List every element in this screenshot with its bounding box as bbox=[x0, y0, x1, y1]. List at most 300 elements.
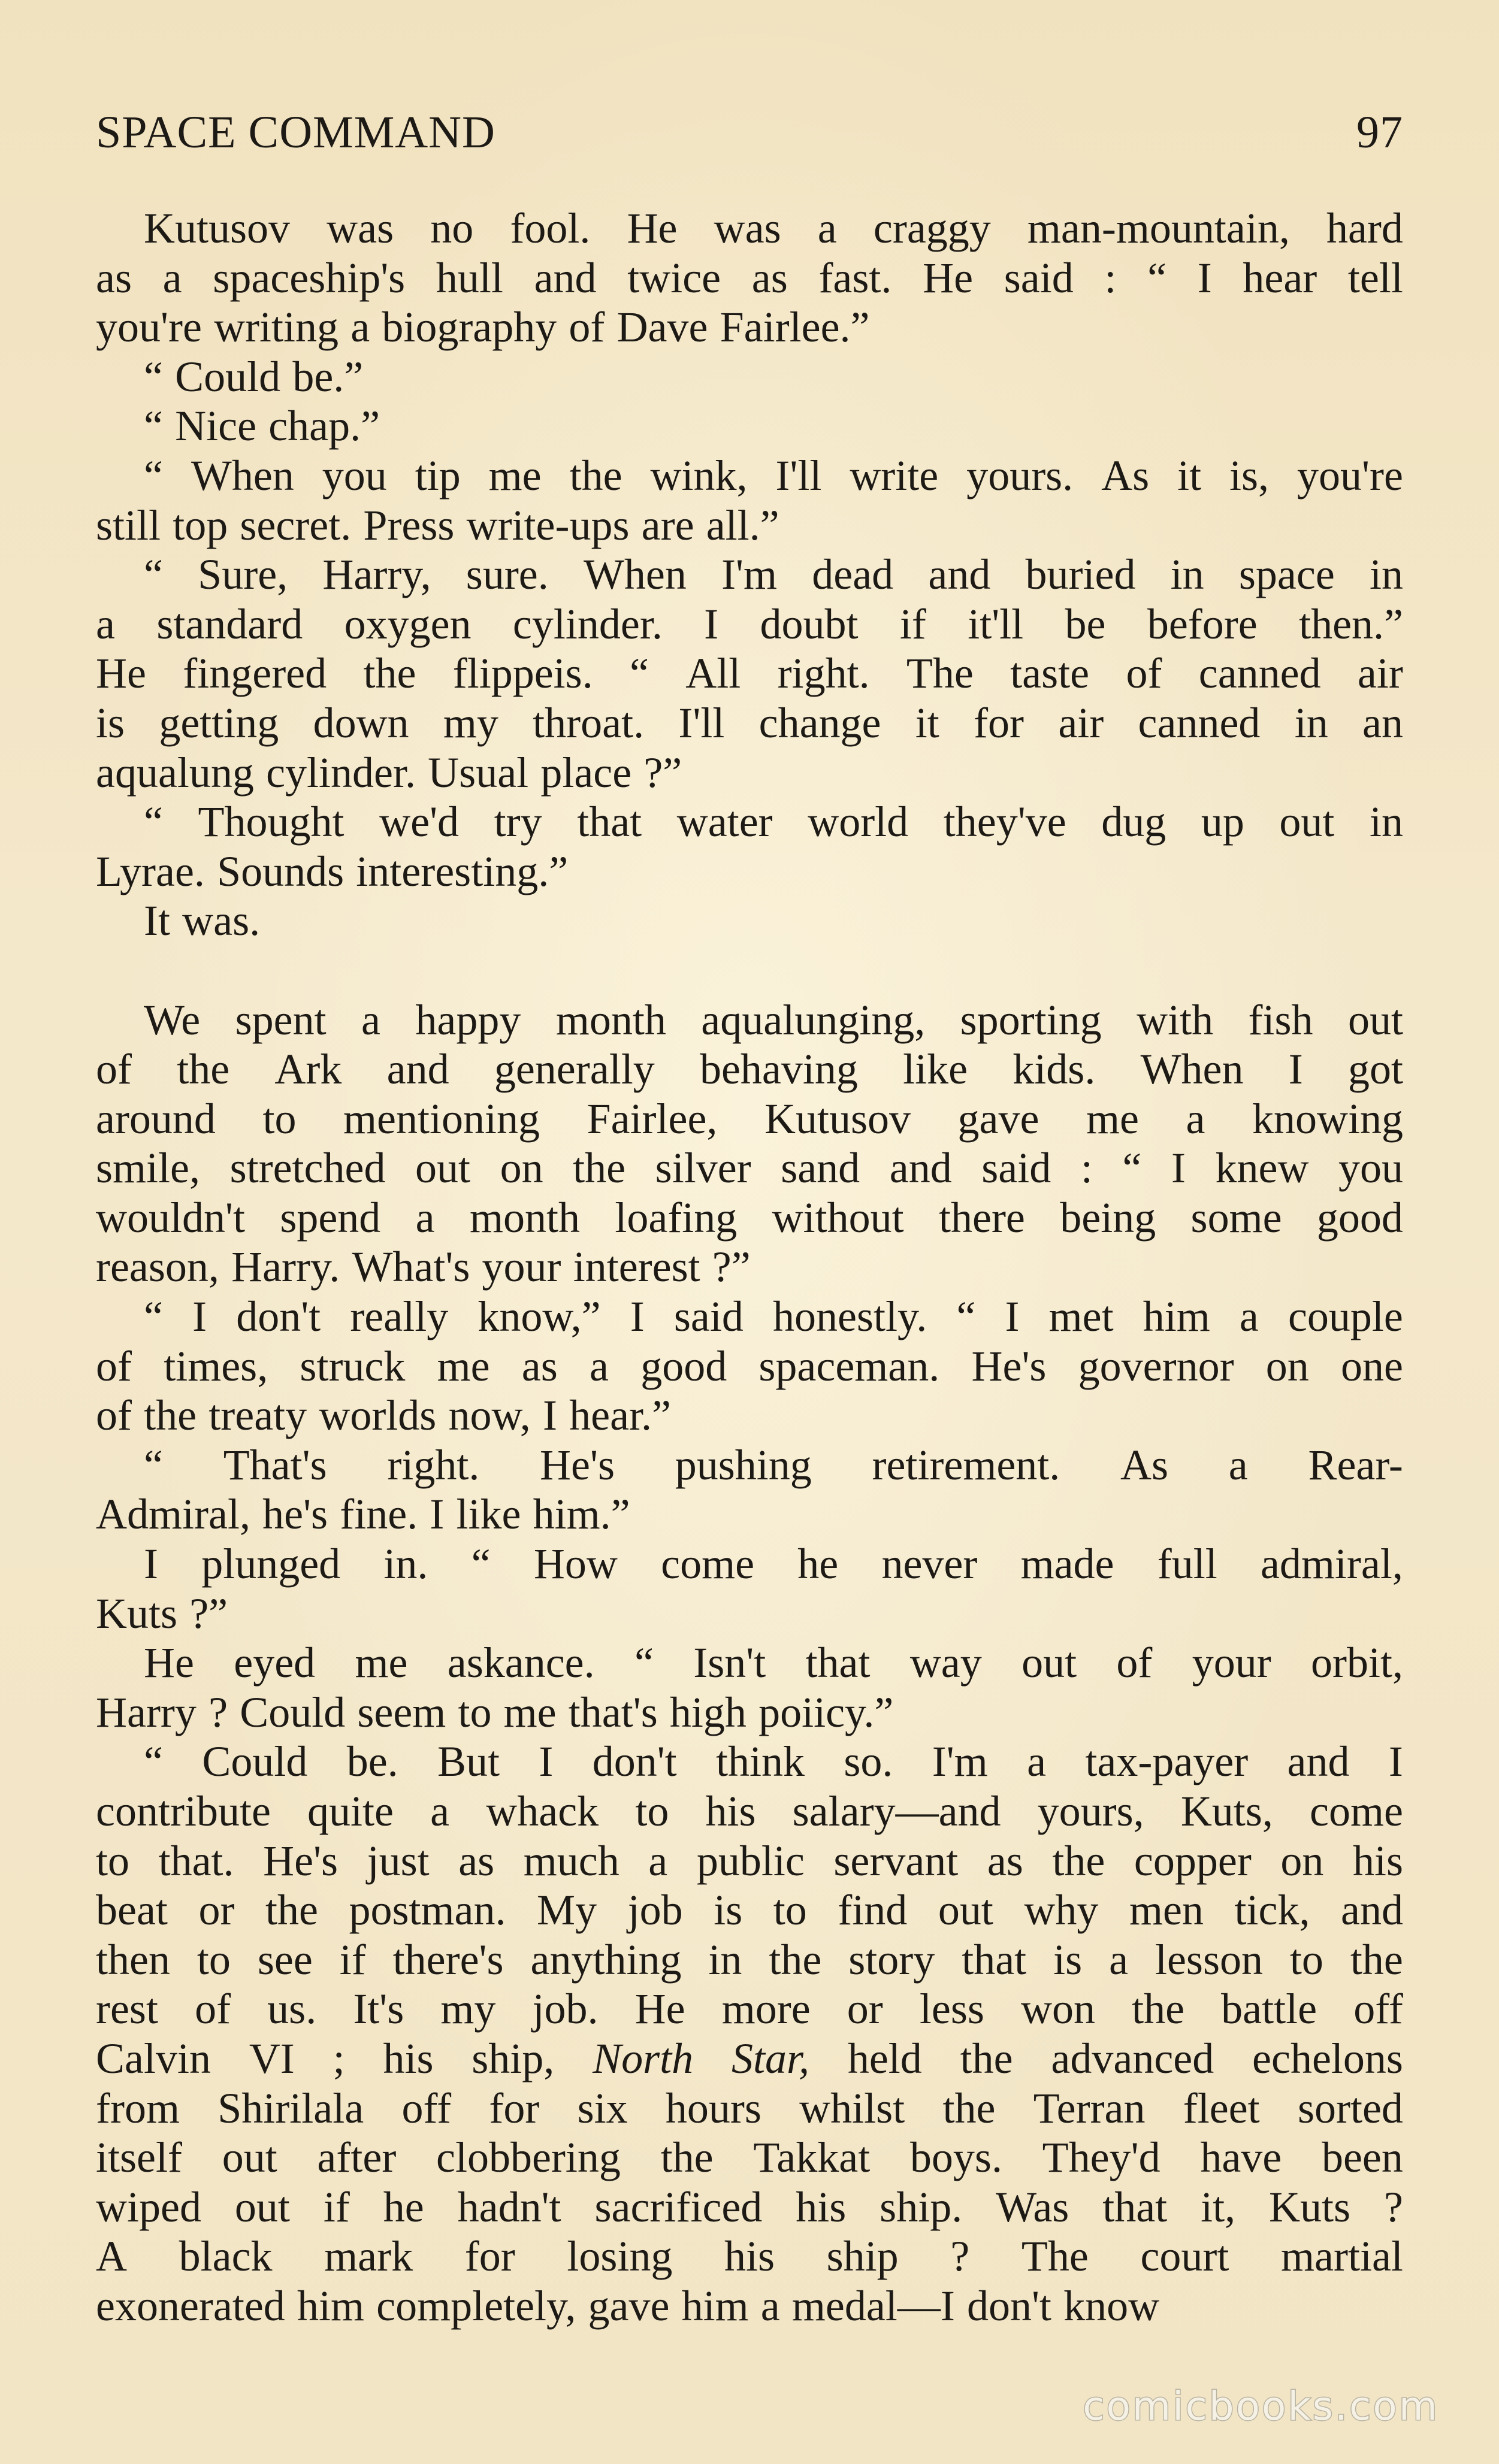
word: as bbox=[96, 253, 132, 302]
word: to bbox=[635, 1787, 669, 1835]
word: one bbox=[1341, 1342, 1403, 1390]
text-line bbox=[96, 1292, 1403, 1342]
word: you're bbox=[96, 303, 202, 352]
word: I bbox=[144, 1540, 158, 1588]
word: whack bbox=[486, 1787, 599, 1835]
word: if bbox=[339, 1935, 366, 1984]
word: they've bbox=[943, 798, 1066, 846]
word: I bbox=[542, 1391, 557, 1440]
word: we'd bbox=[379, 798, 460, 846]
word: a bbox=[760, 2281, 780, 2330]
word: When bbox=[583, 550, 687, 599]
word: Lyrae. bbox=[96, 847, 205, 895]
word: Could bbox=[240, 1688, 346, 1736]
word: month bbox=[555, 995, 666, 1044]
text-line bbox=[96, 995, 1403, 1045]
word: When bbox=[1140, 1045, 1244, 1094]
word: the bbox=[1052, 1836, 1105, 1885]
word: askance. bbox=[447, 1639, 595, 1687]
word: ? bbox=[1384, 2183, 1403, 2231]
word: out bbox=[415, 1144, 471, 1192]
word: black bbox=[179, 2232, 273, 2281]
word: I bbox=[1171, 1144, 1186, 1192]
text-line bbox=[96, 1737, 1403, 1787]
word: honestly. bbox=[772, 1292, 927, 1341]
text-line bbox=[96, 2133, 1403, 2183]
word: North bbox=[593, 2034, 694, 2082]
word: itself bbox=[96, 2133, 182, 2182]
word: gave bbox=[588, 2281, 670, 2330]
word: ship, bbox=[472, 2034, 555, 2082]
word: is bbox=[714, 1886, 743, 1935]
word: rest bbox=[96, 1985, 158, 2033]
word: hard bbox=[1326, 204, 1403, 252]
text-line bbox=[96, 698, 1403, 748]
word: the bbox=[960, 2034, 1013, 2082]
word: try bbox=[494, 798, 542, 846]
text-line bbox=[96, 1094, 1403, 1144]
word: canned bbox=[1198, 649, 1321, 698]
word: Fairlee, bbox=[587, 1094, 718, 1143]
word: the bbox=[573, 1144, 626, 1192]
word: seem bbox=[357, 1688, 446, 1736]
word: job bbox=[627, 1886, 683, 1935]
word: there bbox=[938, 1193, 1025, 1242]
word: My bbox=[537, 1886, 597, 1935]
word: ? bbox=[208, 1688, 228, 1736]
word: silver bbox=[655, 1144, 751, 1192]
word: When bbox=[191, 451, 294, 500]
word: “ bbox=[630, 649, 649, 698]
word: sand bbox=[781, 1144, 860, 1192]
word: it bbox=[1177, 451, 1202, 500]
text-line bbox=[96, 1638, 1403, 1688]
word: him.” bbox=[533, 1490, 630, 1539]
word: some bbox=[1190, 1193, 1282, 1242]
word: off bbox=[401, 2084, 452, 2132]
word: less bbox=[919, 1985, 984, 2033]
word: I bbox=[1288, 1045, 1303, 1094]
word: completely, bbox=[376, 2281, 576, 2330]
word: as bbox=[458, 1836, 495, 1885]
word: change bbox=[758, 698, 881, 747]
word: right. bbox=[777, 649, 870, 698]
word: is, bbox=[1229, 451, 1270, 500]
word: out bbox=[1022, 1639, 1077, 1687]
text-line bbox=[96, 649, 1403, 698]
word: Nice bbox=[175, 402, 257, 450]
word: boys. bbox=[909, 2133, 1002, 2182]
word: We bbox=[144, 995, 201, 1044]
word: ship. bbox=[880, 2183, 963, 2231]
paragraph bbox=[96, 451, 1403, 550]
word: that. bbox=[158, 1836, 234, 1885]
word: ; bbox=[333, 2034, 345, 2082]
word: and bbox=[1287, 1737, 1350, 1786]
word: me bbox=[488, 451, 542, 500]
word: “ bbox=[956, 1292, 976, 1341]
word: to bbox=[262, 1094, 297, 1143]
word: come bbox=[661, 1540, 755, 1588]
word: a bbox=[817, 204, 837, 252]
word: him bbox=[681, 2281, 749, 2330]
word: a bbox=[361, 995, 380, 1044]
word: admiral, bbox=[1260, 1540, 1403, 1588]
word: the bbox=[660, 2133, 714, 2182]
word: losing bbox=[567, 2232, 673, 2281]
word: Admiral, bbox=[96, 1490, 250, 1539]
word: craggy bbox=[873, 204, 991, 252]
word: behaving bbox=[699, 1045, 858, 1094]
word: It's bbox=[353, 1985, 404, 2033]
word: if bbox=[323, 2183, 350, 2231]
word: He's bbox=[263, 1836, 339, 1885]
word: of bbox=[96, 1342, 132, 1390]
text-line bbox=[96, 1143, 1403, 1193]
word: He bbox=[627, 204, 678, 252]
word: chap.” bbox=[268, 402, 380, 450]
word: met bbox=[1048, 1292, 1114, 1341]
word: of bbox=[569, 303, 605, 352]
word: that bbox=[1102, 2183, 1168, 2231]
word: spent bbox=[235, 995, 327, 1044]
word: more bbox=[721, 1985, 811, 2033]
word: is bbox=[96, 698, 125, 747]
word: knew bbox=[1215, 1144, 1309, 1192]
word: six bbox=[577, 2084, 628, 2132]
word: orbit, bbox=[1311, 1639, 1403, 1687]
text-line bbox=[96, 797, 1403, 847]
word: a bbox=[350, 303, 370, 352]
word: the bbox=[265, 1886, 318, 1935]
word: plunged bbox=[201, 1540, 341, 1588]
text-line bbox=[96, 1193, 1403, 1243]
word: to bbox=[96, 1836, 130, 1885]
paragraph bbox=[96, 1737, 1403, 2330]
word: Ark bbox=[274, 1045, 342, 1094]
word: out bbox=[1347, 995, 1403, 1044]
word: air bbox=[1058, 698, 1104, 747]
word: Harry bbox=[96, 1688, 197, 1736]
word: “ bbox=[144, 1440, 163, 1489]
word: sure. bbox=[466, 550, 549, 599]
word: in bbox=[708, 1935, 742, 1984]
text-line bbox=[96, 600, 1403, 649]
paragraph bbox=[96, 352, 1403, 402]
word: then.” bbox=[1299, 600, 1403, 648]
word: stretched bbox=[229, 1144, 386, 1192]
word: said bbox=[673, 1292, 744, 1341]
word: I bbox=[539, 1737, 554, 1786]
word: an bbox=[1362, 698, 1403, 747]
word: throat. bbox=[533, 698, 645, 747]
word: pushing bbox=[675, 1440, 812, 1489]
word: is bbox=[1053, 1935, 1083, 1984]
word: him bbox=[297, 2281, 364, 2330]
word: made bbox=[1020, 1540, 1114, 1588]
word: Calvin bbox=[96, 2034, 211, 2082]
word: He bbox=[923, 253, 974, 302]
word: I'm bbox=[721, 550, 778, 599]
paragraph bbox=[96, 1440, 1403, 1539]
word: or bbox=[847, 1985, 883, 2033]
word: “ bbox=[1147, 253, 1167, 302]
word: fingered bbox=[183, 649, 327, 698]
word: “ bbox=[144, 550, 163, 599]
word: Kuts bbox=[1269, 2183, 1351, 2231]
word: out bbox=[938, 1886, 993, 1935]
word: out bbox=[222, 2133, 277, 2182]
word: Harry, bbox=[322, 550, 431, 599]
text-line bbox=[96, 253, 1403, 303]
word: getting bbox=[159, 698, 279, 747]
word: and bbox=[1341, 1886, 1403, 1935]
word: Kuts, bbox=[1180, 1787, 1273, 1835]
word: wiped bbox=[96, 2183, 201, 2231]
word: your bbox=[482, 1243, 561, 1291]
word: good bbox=[1316, 1193, 1403, 1242]
word: I bbox=[630, 1292, 645, 1341]
word: mark bbox=[324, 2232, 413, 2281]
word: job. bbox=[532, 1985, 599, 2033]
word: Usual bbox=[428, 748, 529, 797]
word: me bbox=[437, 1342, 490, 1390]
word: be bbox=[1065, 600, 1106, 648]
word: They'd bbox=[1042, 2133, 1160, 2182]
word: I bbox=[1388, 1737, 1403, 1786]
word: The bbox=[906, 649, 974, 698]
word: was. bbox=[182, 897, 261, 945]
word: world bbox=[808, 798, 909, 846]
text-line bbox=[96, 1688, 1403, 1737]
text-line bbox=[96, 2084, 1403, 2133]
word: couple bbox=[1288, 1292, 1403, 1341]
word: ?” bbox=[712, 1243, 751, 1291]
text-line bbox=[96, 302, 1403, 352]
word: servant bbox=[833, 1836, 959, 1885]
word: ?” bbox=[643, 748, 682, 797]
word: being bbox=[1060, 1193, 1156, 1242]
word: VI bbox=[249, 2034, 295, 2082]
word: Could bbox=[202, 1737, 308, 1786]
word: “ bbox=[1122, 1144, 1142, 1192]
word: : bbox=[1104, 253, 1117, 302]
word: fine. bbox=[340, 1490, 418, 1539]
word: Sounds bbox=[217, 847, 344, 895]
word: Kutusov bbox=[764, 1094, 911, 1143]
section-break bbox=[96, 946, 1403, 995]
word: on bbox=[1265, 1342, 1309, 1390]
word: the bbox=[177, 1045, 230, 1094]
word: really bbox=[350, 1292, 449, 1341]
word: for bbox=[974, 698, 1024, 747]
word: right. bbox=[387, 1440, 480, 1489]
watermark-logo: comicbooks.com bbox=[1083, 2383, 1439, 2429]
word: held bbox=[847, 2034, 922, 2082]
word: “ bbox=[144, 1292, 163, 1341]
word: a bbox=[1027, 1737, 1047, 1786]
word: As bbox=[1101, 451, 1150, 500]
word: a bbox=[1239, 1292, 1259, 1341]
word: a bbox=[415, 1193, 435, 1242]
page-number: 97 bbox=[1356, 107, 1403, 158]
word: Could bbox=[175, 352, 281, 401]
word: your bbox=[1192, 1639, 1271, 1687]
word: me bbox=[1086, 1094, 1139, 1143]
word: I bbox=[430, 1490, 445, 1539]
word: it bbox=[915, 698, 939, 747]
word: top bbox=[173, 501, 228, 549]
word: know bbox=[1063, 2281, 1160, 2330]
word: down bbox=[313, 698, 409, 747]
paragraph bbox=[96, 550, 1403, 797]
word: He's bbox=[540, 1440, 615, 1489]
word: month bbox=[469, 1193, 580, 1242]
word: his bbox=[1352, 1836, 1403, 1885]
word: salary—and bbox=[792, 1787, 1001, 1835]
text-line bbox=[96, 1391, 1403, 1440]
word: that bbox=[577, 798, 642, 846]
paragraph bbox=[96, 204, 1403, 352]
text-line bbox=[96, 748, 1403, 798]
word: before bbox=[1147, 600, 1258, 648]
word: men bbox=[1129, 1886, 1204, 1935]
word: court bbox=[1140, 2232, 1229, 2281]
word: public bbox=[696, 1836, 805, 1885]
word: it'll bbox=[968, 600, 1024, 648]
word: air bbox=[1357, 649, 1403, 698]
word: way bbox=[909, 1639, 982, 1687]
word: you bbox=[1338, 1144, 1403, 1192]
word: Sure, bbox=[198, 550, 288, 599]
word: Was bbox=[996, 2183, 1069, 2231]
word: us. bbox=[267, 1985, 317, 2033]
word: a bbox=[430, 1787, 450, 1835]
word: buried bbox=[1025, 550, 1136, 599]
word: Press bbox=[363, 501, 455, 549]
word: without bbox=[772, 1193, 904, 1242]
word: Kuts bbox=[96, 1589, 178, 1637]
word: off bbox=[1353, 1985, 1403, 2033]
word: He's bbox=[971, 1342, 1047, 1390]
running-header bbox=[96, 107, 1403, 161]
word: of bbox=[96, 1391, 132, 1440]
word: as bbox=[521, 1342, 558, 1390]
word: don't bbox=[236, 1292, 321, 1341]
word: dead bbox=[812, 550, 894, 599]
word: like bbox=[456, 1490, 521, 1539]
word: he bbox=[383, 2183, 424, 2231]
word: struck bbox=[300, 1342, 406, 1390]
word: be. bbox=[346, 1737, 398, 1786]
word: of bbox=[96, 1045, 132, 1094]
word: I'll bbox=[775, 451, 822, 500]
word: writing bbox=[214, 303, 339, 352]
word: high bbox=[669, 1688, 747, 1736]
word: space bbox=[1238, 550, 1335, 599]
word: man-mountain, bbox=[1027, 204, 1290, 252]
word: don't bbox=[592, 1737, 677, 1786]
word: there's bbox=[392, 1935, 504, 1984]
word: hear bbox=[1243, 253, 1317, 302]
word: poiicy.” bbox=[758, 1688, 894, 1736]
word: echelons bbox=[1252, 2034, 1403, 2082]
word: kids. bbox=[1013, 1045, 1096, 1094]
word: my bbox=[443, 698, 498, 747]
word: won bbox=[1020, 1985, 1095, 2033]
word: me bbox=[355, 1639, 408, 1687]
word: in bbox=[1294, 698, 1328, 747]
word: interesting.” bbox=[356, 847, 569, 895]
text-line bbox=[96, 401, 1403, 451]
word: the bbox=[769, 1935, 822, 1984]
word: yours. bbox=[966, 451, 1074, 500]
word: spaceship's bbox=[213, 253, 406, 302]
word: on bbox=[500, 1144, 543, 1192]
word: been bbox=[1321, 2133, 1403, 2182]
paragraph bbox=[96, 401, 1403, 451]
word: like bbox=[903, 1045, 968, 1094]
word: interest bbox=[573, 1243, 700, 1291]
word: and bbox=[386, 1045, 449, 1094]
word: tip bbox=[415, 451, 461, 500]
word: He bbox=[144, 1639, 194, 1687]
word: my bbox=[440, 1985, 496, 2033]
word: copper bbox=[1134, 1836, 1252, 1885]
word: never bbox=[881, 1540, 978, 1588]
running-title: SPACE COMMAND bbox=[96, 107, 495, 158]
word: tax-payer bbox=[1085, 1737, 1249, 1786]
word: sporting bbox=[960, 995, 1102, 1044]
word: tick, bbox=[1234, 1886, 1310, 1935]
word: tell bbox=[1347, 253, 1403, 302]
word: Harry. bbox=[231, 1243, 340, 1291]
word: of bbox=[1126, 649, 1162, 698]
word: as bbox=[987, 1836, 1023, 1885]
word: after bbox=[317, 2133, 397, 2182]
word: so. bbox=[844, 1737, 893, 1786]
word: “ bbox=[144, 352, 163, 401]
word: fleet bbox=[1183, 2084, 1260, 2132]
text-line bbox=[96, 1440, 1403, 1490]
word: find bbox=[838, 1886, 908, 1935]
word: water bbox=[676, 798, 773, 846]
word: I'm bbox=[932, 1737, 988, 1786]
word: battle bbox=[1221, 1985, 1317, 2033]
word: said bbox=[1004, 253, 1074, 302]
word: a bbox=[1186, 1094, 1205, 1143]
word: “ bbox=[471, 1540, 491, 1588]
word: of bbox=[1116, 1639, 1153, 1687]
word: ?” bbox=[189, 1589, 228, 1637]
word: as bbox=[751, 253, 788, 302]
word: fool. bbox=[510, 204, 591, 252]
text-line bbox=[96, 1045, 1403, 1094]
word: I bbox=[1197, 253, 1212, 302]
word: standard bbox=[156, 600, 303, 648]
text-line bbox=[96, 1935, 1403, 1985]
word: and bbox=[534, 253, 597, 302]
text-line bbox=[96, 1342, 1403, 1391]
word: hear.” bbox=[569, 1391, 671, 1440]
word: write bbox=[850, 451, 939, 500]
word: worlds bbox=[319, 1391, 437, 1440]
word: retirement. bbox=[872, 1440, 1060, 1489]
word: on bbox=[1280, 1836, 1324, 1885]
word: taste bbox=[1010, 649, 1090, 698]
word: beat bbox=[96, 1886, 168, 1935]
word: place bbox=[540, 748, 632, 797]
